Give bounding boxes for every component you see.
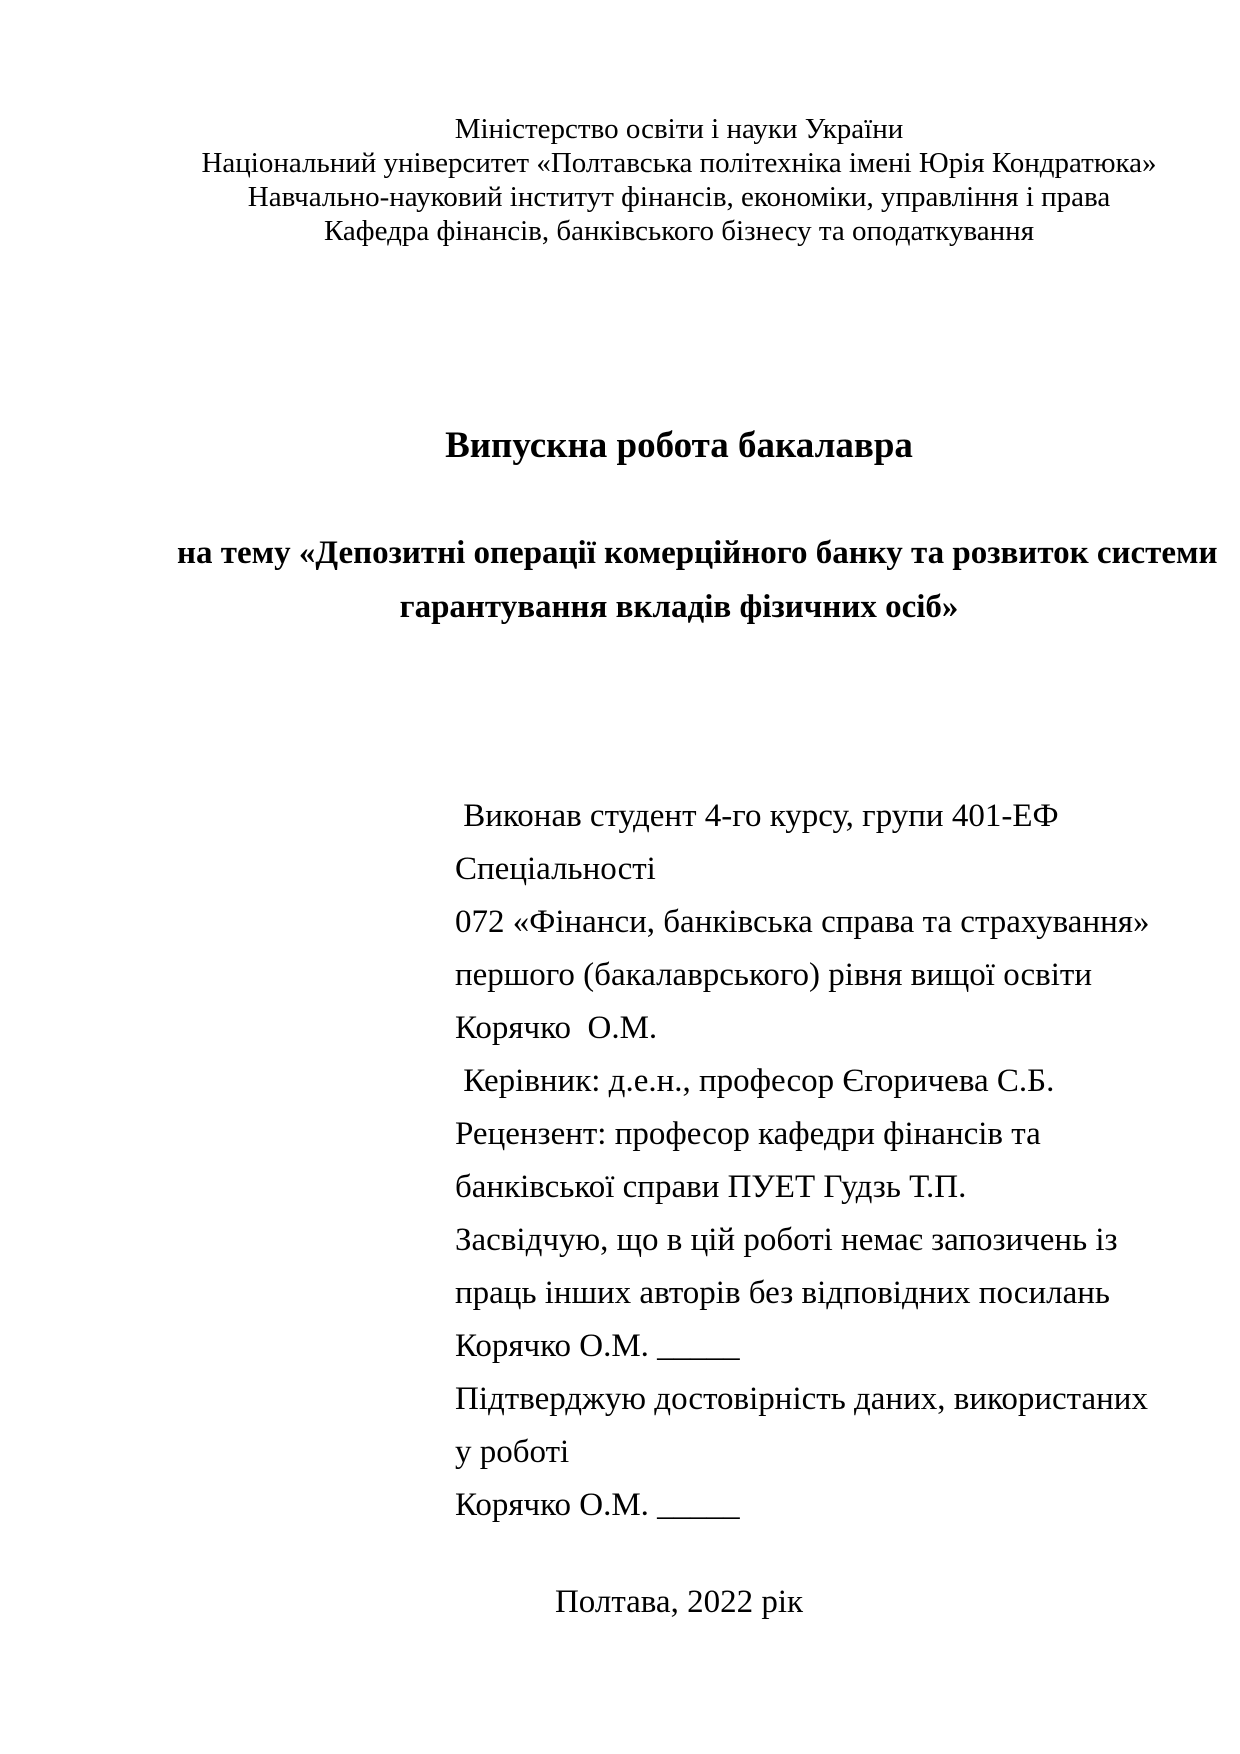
details-line-degree-level: першого (бакалаврського) рівня вищої освіти [455, 957, 1092, 993]
details-line-student: Виконав студент 4-го курсу, групи 401-ЕФ [455, 798, 1059, 834]
details-line-specialty-label: Спеціальності [455, 851, 656, 887]
place-year-footer: Полтава, 2022 рік [554, 1584, 804, 1620]
institute-line: Навчально-науковий інститут фінансів, економіки, управління і права [247, 181, 1111, 213]
submission-details [455, 790, 1185, 1532]
details-line-declaration-2: праць інших авторів без відповідних посилань [455, 1275, 1110, 1311]
details-line-supervisor: Керівник: д.е.н., професор Єгоричева С.Б. [455, 1063, 1055, 1099]
details-line-confirmation-2: у роботі [455, 1434, 570, 1470]
details-line-specialty-code: 072 «Фінанси, банківська справа та страхування» [455, 904, 1150, 940]
topic-line-2: гарантування вкладів фізичних осіб» [399, 589, 959, 625]
ministry-line: Міністерство освіти і науки України [454, 113, 904, 145]
thesis-topic [177, 526, 1218, 634]
topic-line-1: на тему «Депозитні операції комерційного банку та розвиток системи [177, 535, 1218, 571]
details-line-declaration-1: Засвідчую, що в цій роботі немає запозичень із [455, 1222, 1118, 1258]
details-line-reviewer-1: Рецензент: професор кафедри фінансів та [455, 1116, 1041, 1152]
department-line: Кафедра фінансів, банківського бізнесу та оподаткування [323, 215, 1035, 247]
university-line: Національний університет «Полтавська політехніка імені Юрія Кондратюка» [201, 147, 1157, 179]
details-line-reviewer-2: банківської справи ПУЕТ Гудзь Т.П. [455, 1169, 967, 1205]
thesis-title: Випускна робота бакалавра [445, 425, 913, 466]
details-line-student-name: Корячко О.М. [455, 1010, 658, 1046]
university-header [177, 112, 1181, 248]
details-line-signature-1: Корячко О.М. _____ [455, 1328, 740, 1364]
details-line-signature-2: Корячко О.М. _____ [455, 1487, 740, 1523]
details-line-confirmation-1: Підтверджую достовірність даних, використаних [455, 1381, 1148, 1417]
